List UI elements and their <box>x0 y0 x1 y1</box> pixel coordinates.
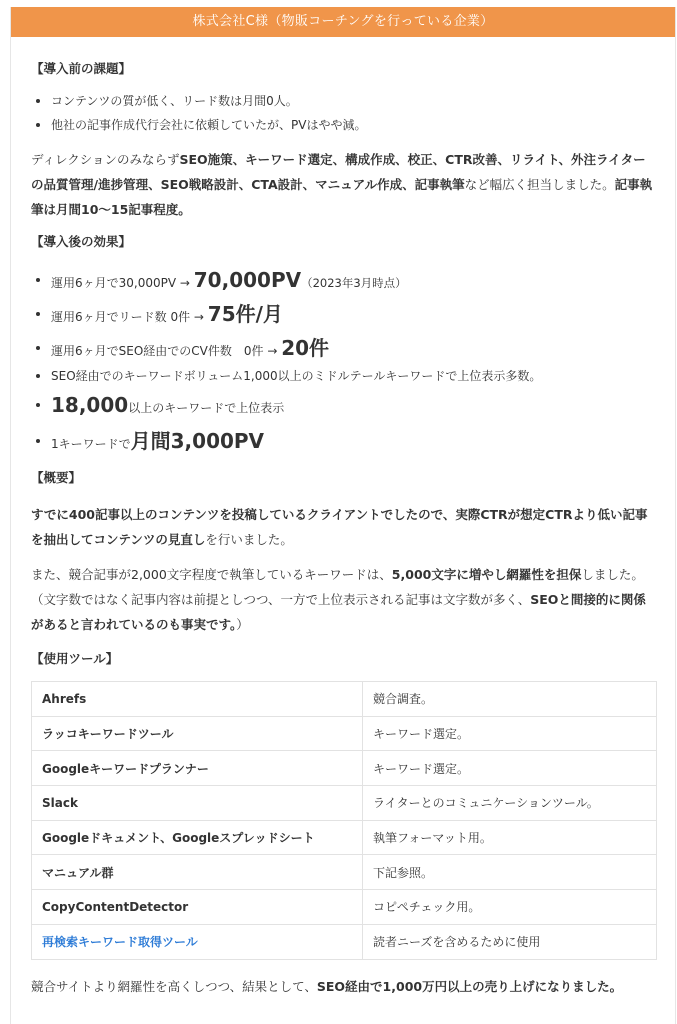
table-row <box>32 682 657 717</box>
tool-desc: 下記参照。 <box>363 855 657 890</box>
table-row <box>32 890 657 925</box>
text-span: 運用6ヶ月で30,000PV → <box>51 276 194 290</box>
text-span: ） <box>236 617 249 632</box>
table-row <box>32 716 657 751</box>
before-heading: 【導入前の課題】 <box>31 61 132 76</box>
list-item <box>31 388 655 422</box>
case-title: 株式会社C様（物販コーチングを行っている企業） <box>192 14 494 29</box>
highlight-number: 20件 <box>281 336 330 360</box>
overview-paragraph-2 <box>31 562 655 637</box>
tool-desc: キーワード選定。 <box>363 716 657 751</box>
table-row <box>32 855 657 890</box>
bold-span: 5,000文字に増やし網羅性を担保 <box>391 567 582 582</box>
text-span: また、競合記事が2,000文字程度で執筆しているキーワードは、 <box>31 567 392 582</box>
tool-name: CopyContentDetector <box>32 890 363 925</box>
tool-name: Googleキーワードプランナー <box>32 751 363 786</box>
text-span: SEO経由でのキーワードボリューム1,000以上のミドルテールキーワードで上位表示多数。 <box>51 369 542 383</box>
case-header <box>11 7 675 37</box>
before-paragraph <box>31 147 655 222</box>
highlight-number: 70,000PV <box>193 268 302 292</box>
highlight-number: 18,000 <box>51 393 129 417</box>
tool-name: マニュアル群 <box>32 855 363 890</box>
case-study-card <box>10 7 676 1024</box>
tools-table <box>31 681 657 960</box>
table-row <box>32 924 657 959</box>
list-item <box>31 424 655 458</box>
before-list <box>31 89 655 137</box>
list-item <box>31 298 655 330</box>
text-span: を行いました。 <box>205 532 293 547</box>
table-row <box>32 751 657 786</box>
text-span: 競合サイトより網羅性を高くしつつ、結果として、 <box>31 978 317 994</box>
list-item <box>31 364 655 388</box>
conclusion-paragraph <box>31 974 655 999</box>
highlight-number: 月間3,000PV <box>130 429 265 453</box>
list-item: コンテンツの質が低く、リード数は月間0人。 <box>31 89 655 113</box>
table-row <box>32 786 657 821</box>
tool-name: Ahrefs <box>32 682 363 717</box>
text-span: （2023年3月時点） <box>301 276 407 290</box>
bold-span: SEO施策、キーワード選定、構成作成、校正、CTR改善、リライト、外注ライターの品質管理/進捗管理、SEO戦略設計、CTA設計、マニュアル作成、記事執筆 <box>31 152 646 192</box>
tool-desc: コピペチェック用。 <box>363 890 657 925</box>
tool-desc: ライターとのコミュニケーションツール。 <box>363 786 657 821</box>
tool-name: Slack <box>32 786 363 821</box>
tool-name: Googleドキュメント、Googleスプレッドシート <box>32 820 363 855</box>
bold-span: 記事執筆は月間10〜15記事程度。 <box>31 177 653 217</box>
text-span: しました。（文字数ではなく記事内容は前提としつつ、一方で上位表示される記事は文字数が多く、 <box>31 567 644 607</box>
list-item <box>31 332 655 364</box>
text-span: など幅広く担当しました。 <box>464 177 615 192</box>
text-span: ディレクションのみならず <box>31 152 180 167</box>
tool-desc: 執筆フォーマット用。 <box>363 820 657 855</box>
bold-span: SEO経由で1,000万円以上の売り上げになりました。 <box>316 978 623 994</box>
bold-span: SEOと間接的に関係があると言われているのも事実です。 <box>31 592 646 632</box>
list-item <box>31 264 655 296</box>
after-heading: 【導入後の効果】 <box>31 234 132 249</box>
tool-name: ラッコキーワードツール <box>32 716 363 751</box>
tool-desc: 読者ニーズを含めるために使用 <box>363 924 657 959</box>
text-span: 運用6ヶ月でリード数 0件 → <box>51 310 208 324</box>
list-item: 他社の記事作成代行会社に依頼していたが、PVはやや減。 <box>31 113 655 137</box>
tool-desc: キーワード選定。 <box>363 751 657 786</box>
text-span: 1キーワードで <box>51 437 131 451</box>
case-content <box>11 57 675 999</box>
overview-paragraph-1 <box>31 502 655 552</box>
tool-desc: 競合調査。 <box>363 682 657 717</box>
text-span: 以上のキーワードで上位表示 <box>128 401 285 415</box>
bold-span: すでに400記事以上のコンテンツを投稿しているクライアントでしたので、実際CTRが想定CTRより低い記事を抽出してコンテンツの見直し <box>31 507 648 547</box>
tools-heading: 【使用ツール】 <box>31 651 119 666</box>
text-span: 運用6ヶ月でSEO経由でのCV件数 0件 → <box>51 344 282 358</box>
table-row <box>32 820 657 855</box>
highlight-number: 75件/月 <box>207 302 283 326</box>
tool-link-retrieval[interactable]: 再検索キーワード取得ツール <box>32 924 363 959</box>
overview-heading: 【概要】 <box>31 470 82 485</box>
after-list <box>31 264 655 458</box>
